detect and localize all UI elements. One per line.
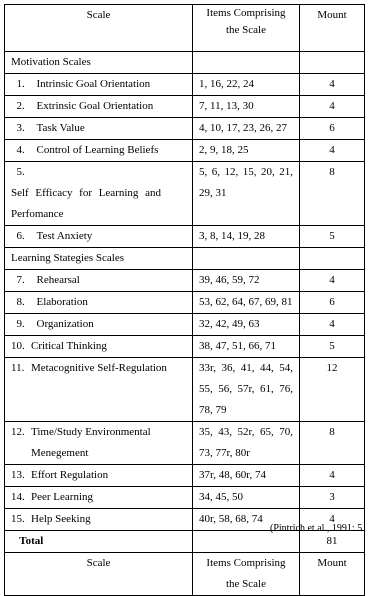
header-mount: Mount	[300, 5, 365, 52]
scale-index: 10.	[11, 340, 25, 352]
section-row-learning	[5, 248, 365, 270]
scale-items: 32, 42, 49, 63	[193, 314, 300, 336]
scale-mount: 8	[300, 162, 365, 226]
scale-items: 4, 10, 17, 23, 26, 27	[193, 118, 300, 140]
mslq-scales-table	[4, 4, 365, 596]
scale-index: 7.	[16, 274, 25, 286]
table-row	[5, 96, 365, 118]
scale-mount: 4	[300, 465, 365, 487]
scale-items: 40r, 58, 68, 74	[193, 509, 300, 531]
scale-name: Time/Study Environmental Menegement	[31, 426, 151, 459]
header-scale: Scale	[5, 5, 193, 52]
scale-items: 53, 62, 64, 67, 69, 81	[193, 292, 300, 314]
scale-name-cell	[5, 74, 193, 96]
scale-mount: 4	[300, 509, 365, 531]
table-row	[5, 162, 365, 226]
scale-index: 13.	[11, 469, 25, 481]
scale-name: Self Efficacy for Learning and Perfomance	[11, 187, 161, 220]
scale-name: Test Anxiety	[36, 230, 93, 242]
scale-mount: 4	[300, 74, 365, 96]
scale-index: 4.	[16, 144, 25, 156]
scale-name: Help Seeking	[31, 513, 91, 525]
table-row	[5, 292, 365, 314]
section-title-learning: Learning Stategies Scales	[5, 248, 193, 270]
source-citation: (Pintrich et al., 1991: 5	[270, 523, 363, 534]
table-row	[5, 314, 365, 336]
scale-index: 8.	[16, 296, 25, 308]
scale-name-cell	[5, 226, 193, 248]
scale-items: 37r, 48, 60r, 74	[193, 465, 300, 487]
scale-items: 1, 16, 22, 24	[193, 74, 300, 96]
scale-mount: 5	[300, 226, 365, 248]
scale-mount: 4	[300, 270, 365, 292]
scale-index: 2.	[16, 100, 25, 112]
footer-scale: Scale	[5, 553, 193, 596]
scale-items: 34, 45, 50	[193, 487, 300, 509]
scale-mount: 4	[300, 140, 365, 162]
scale-name-cell	[5, 270, 193, 292]
table-row	[5, 336, 365, 358]
table-row	[5, 140, 365, 162]
scale-name-cell	[5, 465, 193, 487]
scale-name: Control of Learning Beliefs	[36, 144, 159, 156]
scale-index: 14.	[11, 491, 25, 503]
scale-items: 39, 46, 59, 72	[193, 270, 300, 292]
header-items: Items Comprising the Scale	[193, 5, 300, 52]
table-row	[5, 422, 365, 465]
scale-index: 11.	[11, 362, 25, 374]
scale-name: Organization	[36, 318, 94, 330]
scale-items: 33r, 36, 41, 44, 54, 55, 56, 57r, 61, 76, 78, 79	[193, 358, 300, 422]
footer-mount: Mount	[300, 553, 365, 596]
scale-name: Metacognitive Self-Regulation	[31, 362, 167, 374]
total-mount: 81	[300, 531, 365, 553]
total-label: Total	[19, 535, 44, 547]
scale-name-cell	[5, 162, 193, 226]
scale-mount: 6	[300, 292, 365, 314]
table-header-row	[5, 5, 365, 52]
table-row	[5, 270, 365, 292]
scale-name-cell	[5, 336, 193, 358]
table-row	[5, 487, 365, 509]
scale-items: 3, 8, 14, 19, 28	[193, 226, 300, 248]
table-row	[5, 74, 365, 96]
scale-index: 1.	[16, 78, 25, 90]
table-row	[5, 358, 365, 422]
scale-mount: 3	[300, 487, 365, 509]
scale-name: Peer Learning	[31, 491, 93, 503]
section-title-motivation: Motivation Scales	[5, 52, 193, 74]
scale-index: 9.	[16, 318, 25, 330]
scale-name: Intrinsic Goal Orientation	[36, 78, 151, 90]
scale-name-cell	[5, 422, 193, 465]
scale-mount: 4	[300, 314, 365, 336]
scale-mount: 6	[300, 118, 365, 140]
scale-items: 38, 47, 51, 66, 71	[193, 336, 300, 358]
scale-items: 35, 43, 52r, 65, 70, 73, 77r, 80r	[193, 422, 300, 465]
scale-name-cell	[5, 292, 193, 314]
table-row	[5, 226, 365, 248]
scale-name: Critical Thinking	[31, 340, 107, 352]
scale-index: 15.	[11, 513, 25, 525]
scale-index: 5.	[16, 166, 25, 178]
section-row-motivation	[5, 52, 365, 74]
scale-index: 3.	[16, 122, 25, 134]
table-row	[5, 118, 365, 140]
scale-index: 6.	[16, 230, 25, 242]
scale-index: 12.	[11, 426, 25, 438]
scale-name: Task Value	[36, 122, 85, 134]
scale-name-cell	[5, 509, 193, 531]
scale-name-cell	[5, 487, 193, 509]
scale-mount: 8	[300, 422, 365, 465]
scale-mount: 5	[300, 336, 365, 358]
scale-name-cell	[5, 118, 193, 140]
scale-items: 5, 6, 12, 15, 20, 21, 29, 31	[193, 162, 300, 226]
total-label-cell	[5, 531, 193, 553]
scale-name: Rehearsal	[36, 274, 80, 286]
table-row	[5, 465, 365, 487]
scale-items: 7, 11, 13, 30	[193, 96, 300, 118]
scale-name: Effort Regulation	[31, 469, 109, 481]
scale-mount: 4	[300, 96, 365, 118]
scale-items: 2, 9, 18, 25	[193, 140, 300, 162]
scale-name: Elaboration	[36, 296, 88, 308]
scale-name-cell	[5, 96, 193, 118]
footer-items: Items Comprising the Scale	[193, 553, 300, 596]
scale-mount: 12	[300, 358, 365, 422]
table-footer-row	[5, 553, 365, 596]
scale-name-cell	[5, 358, 193, 422]
scale-name-cell	[5, 314, 193, 336]
scale-name: Extrinsic Goal Orientation	[36, 100, 154, 112]
scale-name-cell	[5, 140, 193, 162]
